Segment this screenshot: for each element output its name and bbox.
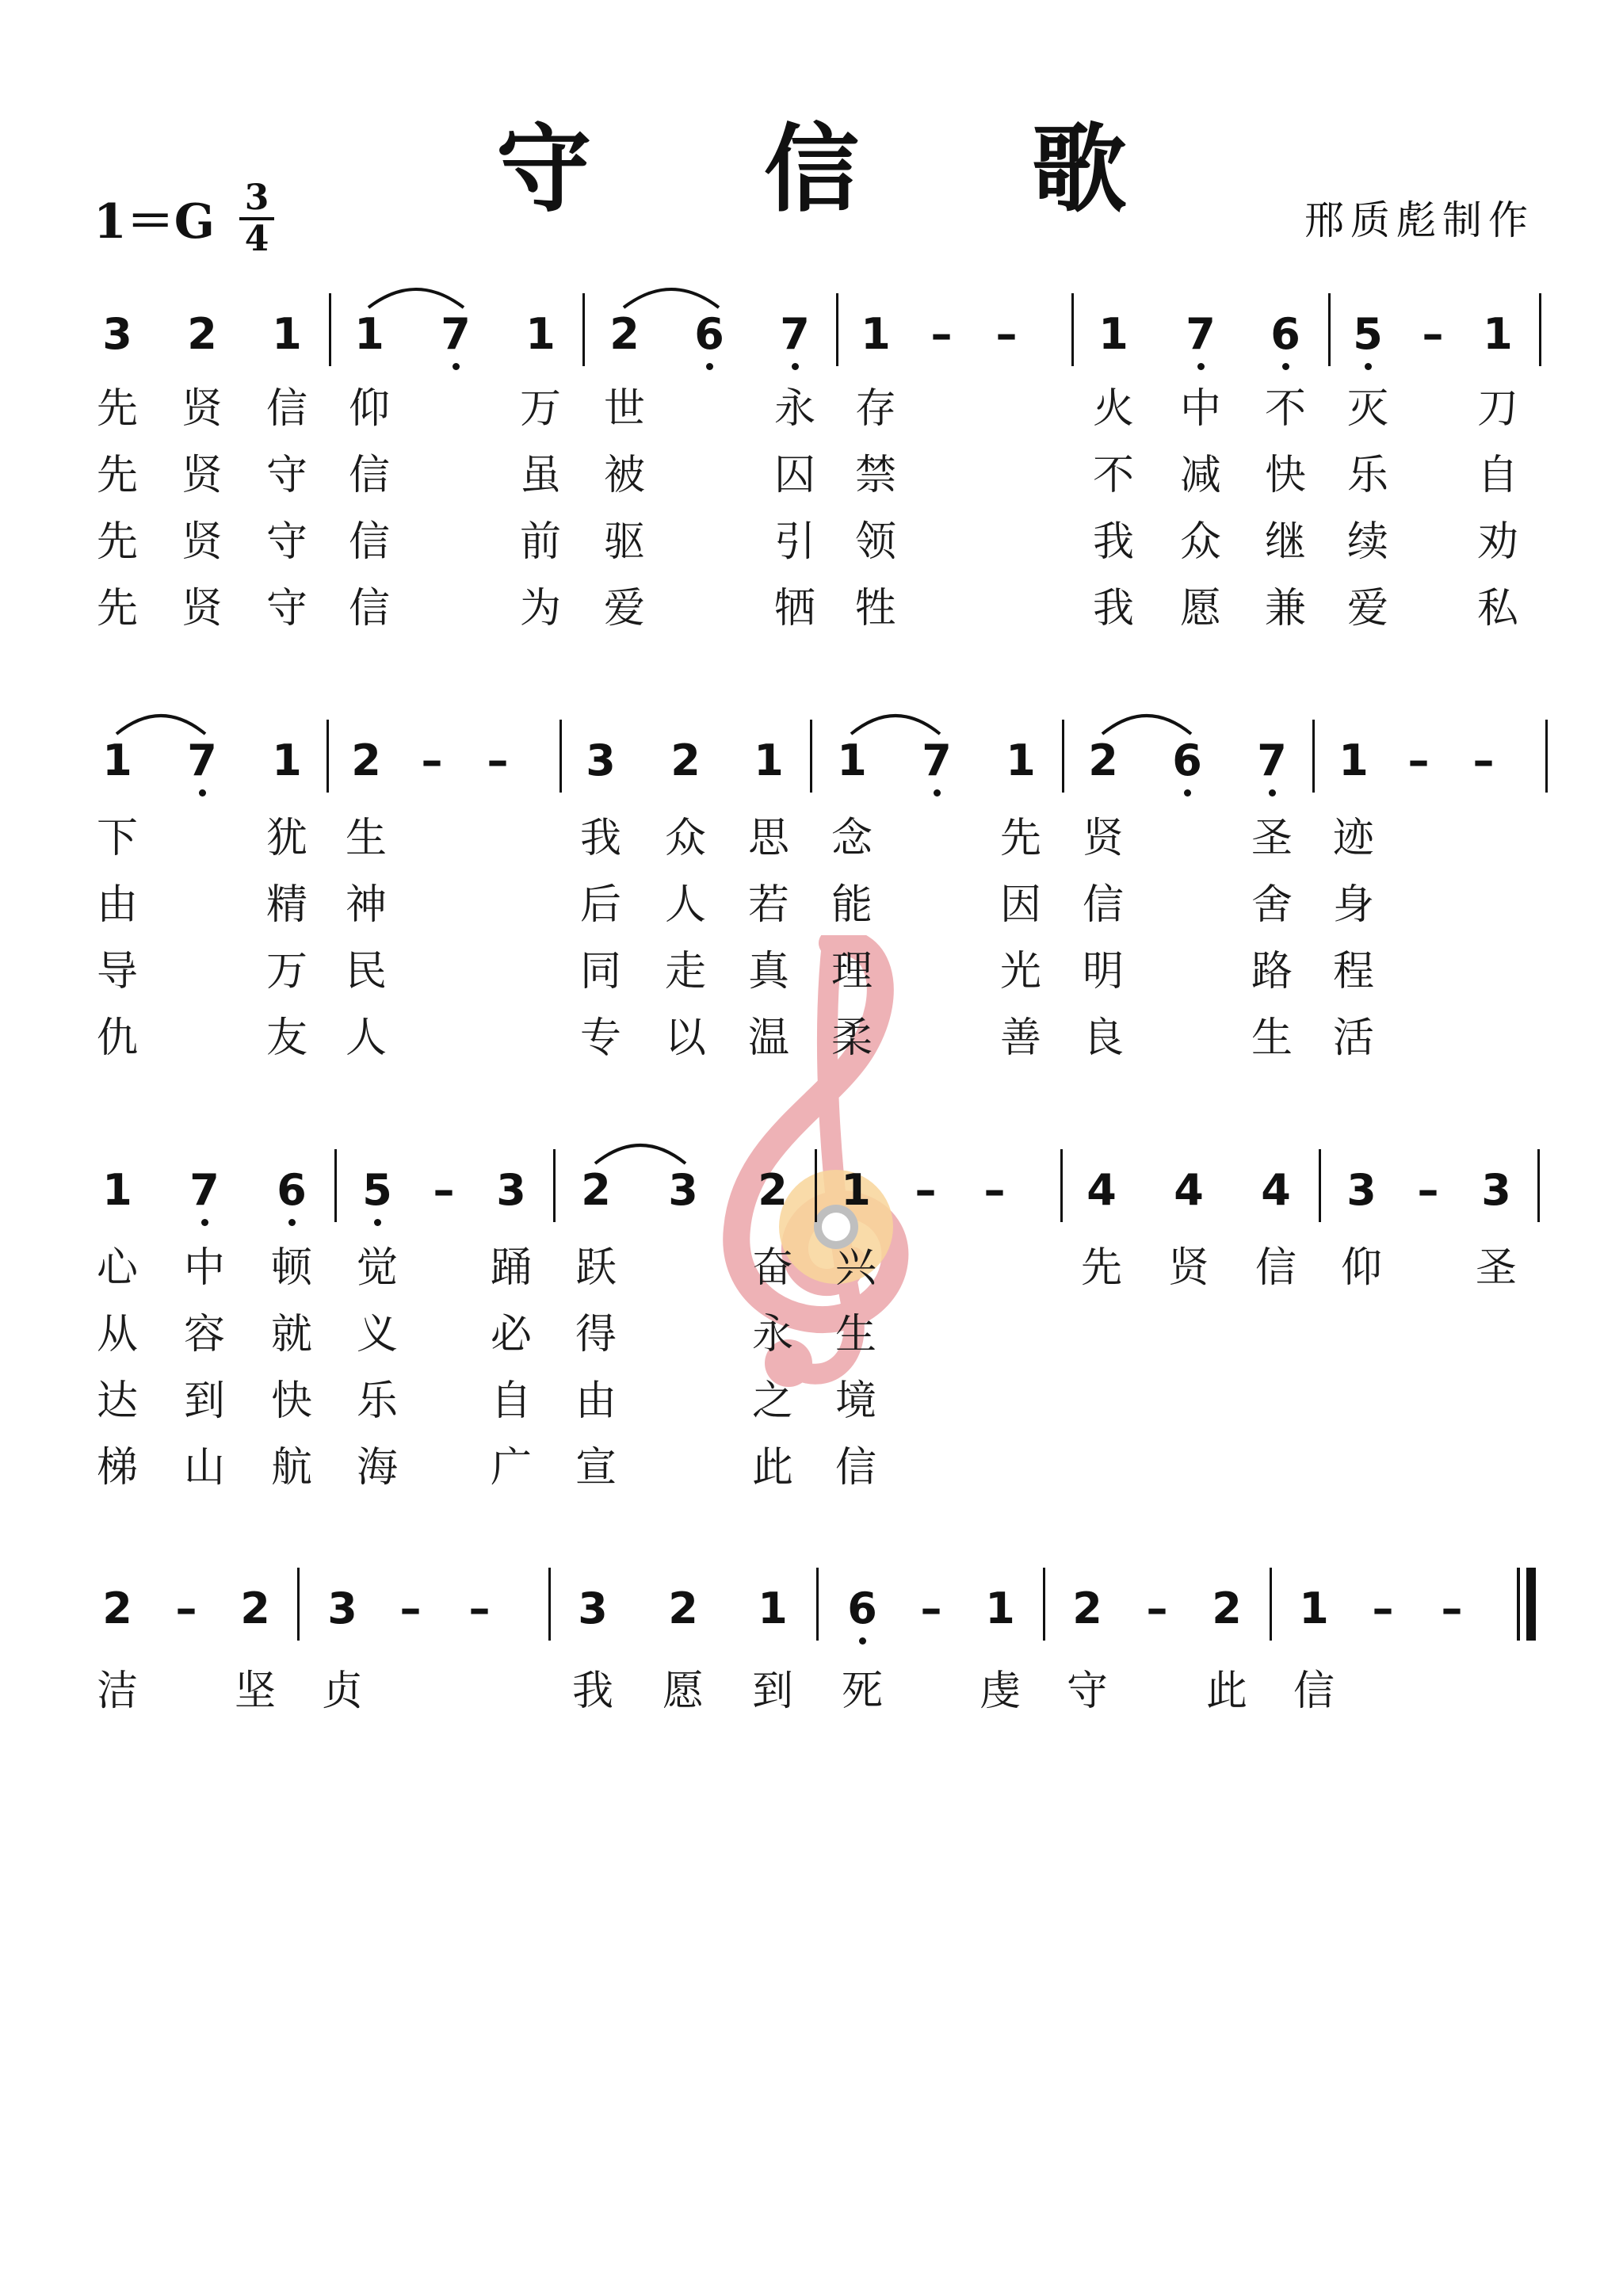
barline xyxy=(1060,1149,1063,1222)
lyric: 灭 xyxy=(1346,385,1388,433)
dash: – xyxy=(995,309,1018,359)
lyric: 世 xyxy=(603,385,645,433)
lyric: 导 xyxy=(96,948,138,995)
note: 1 xyxy=(1338,735,1369,785)
dash: – xyxy=(1422,309,1444,359)
note: 7 xyxy=(780,309,810,359)
barline xyxy=(327,720,329,793)
lyric: 从 xyxy=(96,1311,138,1358)
lyric: 火 xyxy=(1092,385,1134,433)
lyric: 身 xyxy=(1332,881,1374,929)
dash: – xyxy=(433,1165,455,1215)
note: 1 xyxy=(354,309,384,359)
note: 7 xyxy=(441,309,471,359)
tie-arc xyxy=(113,705,209,737)
time-signature-top: 3 xyxy=(244,178,269,218)
barline xyxy=(810,720,812,793)
lyric: 囚 xyxy=(773,452,815,499)
lyric: 精 xyxy=(265,881,307,929)
barline xyxy=(1328,293,1331,366)
lyric: 真 xyxy=(747,948,789,995)
lyric: 不 xyxy=(1092,452,1134,499)
lyric: 跃 xyxy=(575,1244,617,1292)
lyric: 梯 xyxy=(96,1444,138,1492)
lyric: 先 xyxy=(999,815,1041,862)
lyric: 之 xyxy=(751,1377,793,1425)
note: 2 xyxy=(240,1584,270,1633)
barline xyxy=(1071,293,1074,366)
lyric: 自 xyxy=(490,1377,532,1425)
lyric: 航 xyxy=(270,1444,312,1492)
dash: – xyxy=(1372,1584,1394,1633)
note: 1 xyxy=(102,735,132,785)
lyric: 兼 xyxy=(1264,585,1306,632)
lyric: 守 xyxy=(265,585,307,632)
lyric: 柔 xyxy=(831,1014,873,1062)
lyric: 洁 xyxy=(96,1668,138,1715)
lyric: 由 xyxy=(96,881,138,929)
lyric: 贤 xyxy=(181,585,223,632)
note: 7 xyxy=(189,1165,220,1215)
dash: – xyxy=(468,1584,491,1633)
lyric: 守 xyxy=(265,452,307,499)
lyric: 愿 xyxy=(662,1668,704,1715)
lyric: 迹 xyxy=(1332,815,1374,862)
note: 1 xyxy=(837,735,867,785)
lyric: 禁 xyxy=(854,452,896,499)
time-signature xyxy=(239,178,274,259)
lyric: 专 xyxy=(579,1014,621,1062)
lyric: 舍 xyxy=(1251,881,1293,929)
note: 3 xyxy=(1346,1165,1377,1215)
low-octave-dot xyxy=(374,1219,381,1226)
lyric: 乐 xyxy=(356,1377,398,1425)
lyric: 圣 xyxy=(1475,1244,1517,1292)
low-octave-dot xyxy=(199,789,206,797)
note: 3 xyxy=(586,735,616,785)
lyric: 广 xyxy=(490,1444,532,1492)
low-octave-dot xyxy=(1184,789,1191,797)
lyric: 我 xyxy=(1092,518,1134,566)
low-octave-dot xyxy=(706,363,713,370)
note: 7 xyxy=(922,735,952,785)
lyric: 我 xyxy=(579,815,621,862)
note: 3 xyxy=(496,1165,526,1215)
low-octave-dot xyxy=(792,363,799,370)
lyric: 海 xyxy=(356,1444,398,1492)
lyric: 引 xyxy=(773,518,815,566)
dash: – xyxy=(1472,735,1495,785)
lyric: 先 xyxy=(96,385,138,433)
lyric: 永 xyxy=(751,1311,793,1358)
lyric: 走 xyxy=(664,948,706,995)
lyric: 快 xyxy=(1264,452,1306,499)
lyric: 路 xyxy=(1251,948,1293,995)
lyric: 思 xyxy=(747,815,789,862)
lyric: 山 xyxy=(183,1444,225,1492)
lyric: 刀 xyxy=(1476,385,1518,433)
lyric: 善 xyxy=(999,1014,1041,1062)
lyric: 续 xyxy=(1346,518,1388,566)
note: 6 xyxy=(694,309,724,359)
low-octave-dot xyxy=(1282,363,1289,370)
tie-arc xyxy=(365,279,468,311)
note: 1 xyxy=(1299,1584,1329,1633)
lyric: 若 xyxy=(747,881,789,929)
lyric: 虽 xyxy=(519,452,561,499)
low-octave-dot xyxy=(859,1637,866,1645)
lyric: 为 xyxy=(519,585,561,632)
lyric: 境 xyxy=(834,1377,876,1425)
note: 1 xyxy=(985,1584,1015,1633)
lyric: 贤 xyxy=(1167,1244,1209,1292)
barline xyxy=(1043,1568,1045,1641)
lyric: 兴 xyxy=(834,1244,876,1292)
author-credit: 邢质彪制作 xyxy=(1304,197,1534,243)
lyric: 以 xyxy=(664,1014,706,1062)
lyric: 信 xyxy=(1254,1244,1296,1292)
note: 1 xyxy=(754,735,784,785)
lyric: 义 xyxy=(356,1311,398,1358)
barline xyxy=(1062,720,1064,793)
time-signature-bottom: 4 xyxy=(244,219,269,259)
lyric: 愿 xyxy=(1179,585,1221,632)
low-octave-dot xyxy=(934,789,941,797)
note: 2 xyxy=(670,735,701,785)
lyric: 信 xyxy=(265,385,307,433)
lyric: 仰 xyxy=(348,385,390,433)
note: 2 xyxy=(1212,1584,1242,1633)
lyric: 由 xyxy=(575,1377,617,1425)
lyric: 明 xyxy=(1082,948,1124,995)
note: 1 xyxy=(861,309,891,359)
note: 2 xyxy=(581,1165,611,1215)
note: 2 xyxy=(668,1584,698,1633)
lyric: 顿 xyxy=(270,1244,312,1292)
lyric: 我 xyxy=(571,1668,613,1715)
low-octave-dot xyxy=(288,1219,296,1226)
lyric: 心 xyxy=(96,1244,138,1292)
low-octave-dot xyxy=(1269,789,1276,797)
lyric: 虔 xyxy=(979,1668,1021,1715)
lyric: 我 xyxy=(1092,585,1134,632)
dash: – xyxy=(920,1584,942,1633)
lyric: 信 xyxy=(348,452,390,499)
note: 5 xyxy=(362,1165,392,1215)
lyric: 自 xyxy=(1476,452,1518,499)
key-signature: 1＝G xyxy=(94,194,215,250)
note: 1 xyxy=(1006,735,1036,785)
dash: – xyxy=(1441,1584,1463,1633)
barline xyxy=(836,293,838,366)
song-title: 守 信 歌 xyxy=(496,113,1197,225)
lyric: 爱 xyxy=(603,585,645,632)
barline xyxy=(1312,720,1315,793)
note: 6 xyxy=(277,1165,307,1215)
lyric: 犹 xyxy=(265,815,307,862)
dash: – xyxy=(175,1584,197,1633)
barline xyxy=(1539,293,1541,366)
lyric: 仇 xyxy=(96,1014,138,1062)
lyric: 念 xyxy=(831,815,873,862)
barline xyxy=(548,1568,551,1641)
note: 6 xyxy=(1270,309,1300,359)
lyric: 此 xyxy=(751,1444,793,1492)
lyric: 先 xyxy=(96,452,138,499)
lyric: 必 xyxy=(490,1311,532,1358)
lyric: 存 xyxy=(854,385,896,433)
note: 1 xyxy=(1098,309,1128,359)
note: 3 xyxy=(327,1584,357,1633)
lyric: 牺 xyxy=(773,585,815,632)
tie-arc xyxy=(1098,705,1195,737)
lyric: 爱 xyxy=(1346,585,1388,632)
lyric: 快 xyxy=(270,1377,312,1425)
lyric: 到 xyxy=(751,1668,793,1715)
note: 2 xyxy=(187,309,217,359)
note: 6 xyxy=(847,1584,877,1633)
lyric: 贤 xyxy=(181,385,223,433)
lyric: 前 xyxy=(519,518,561,566)
lyric: 守 xyxy=(265,518,307,566)
note: 2 xyxy=(351,735,381,785)
dash: – xyxy=(1417,1165,1439,1215)
note: 1 xyxy=(841,1165,871,1215)
barline xyxy=(553,1149,556,1222)
note: 2 xyxy=(758,1165,788,1215)
note: 7 xyxy=(1257,735,1287,785)
lyric: 先 xyxy=(96,585,138,632)
barline xyxy=(582,293,585,366)
barline xyxy=(816,1568,819,1641)
lyric: 人 xyxy=(345,1014,387,1062)
lyric: 牲 xyxy=(854,585,896,632)
lyric: 理 xyxy=(831,948,873,995)
dash: – xyxy=(983,1165,1006,1215)
lyric: 生 xyxy=(834,1311,876,1358)
barline xyxy=(1270,1568,1272,1641)
lyric: 贤 xyxy=(181,452,223,499)
note: 4 xyxy=(1261,1165,1291,1215)
lyric: 光 xyxy=(999,948,1041,995)
note: 4 xyxy=(1086,1165,1117,1215)
lyric: 被 xyxy=(603,452,645,499)
tie-arc xyxy=(620,279,723,311)
lyric: 达 xyxy=(96,1377,138,1425)
note: 7 xyxy=(1186,309,1216,359)
barline xyxy=(334,1149,337,1222)
lyric: 守 xyxy=(1066,1668,1108,1715)
note: 4 xyxy=(1174,1165,1204,1215)
barline xyxy=(559,720,562,793)
lyric: 乐 xyxy=(1346,452,1388,499)
note: 1 xyxy=(272,735,302,785)
final-barline-thin xyxy=(1517,1568,1520,1641)
lyric: 觉 xyxy=(356,1244,398,1292)
lyric: 良 xyxy=(1082,1014,1124,1062)
lyric: 此 xyxy=(1205,1668,1247,1715)
barline xyxy=(297,1568,300,1641)
dash: – xyxy=(930,309,953,359)
note: 1 xyxy=(1483,309,1513,359)
lyric: 中 xyxy=(183,1244,225,1292)
lyric: 奋 xyxy=(751,1244,793,1292)
barline xyxy=(1537,1149,1540,1222)
lyric: 踊 xyxy=(490,1244,532,1292)
lyric: 不 xyxy=(1264,385,1306,433)
low-octave-dot xyxy=(1365,363,1372,370)
note: 1 xyxy=(525,309,556,359)
lyric: 生 xyxy=(1251,1014,1293,1062)
lyric: 容 xyxy=(183,1311,225,1358)
dash: – xyxy=(915,1165,937,1215)
lyric: 贞 xyxy=(321,1668,363,1715)
lyric: 继 xyxy=(1264,518,1306,566)
lyric: 贤 xyxy=(181,518,223,566)
lyric: 民 xyxy=(345,948,387,995)
note: 7 xyxy=(187,735,217,785)
note: 2 xyxy=(1088,735,1118,785)
lyric: 人 xyxy=(664,881,706,929)
note: 2 xyxy=(1072,1584,1102,1633)
dash: – xyxy=(399,1584,422,1633)
lyric: 信 xyxy=(1082,881,1124,929)
barline xyxy=(815,1149,817,1222)
lyric: 程 xyxy=(1332,948,1374,995)
note: 3 xyxy=(102,309,132,359)
lyric: 信 xyxy=(348,518,390,566)
lyric: 生 xyxy=(345,815,387,862)
note: 1 xyxy=(272,309,302,359)
lyric: 同 xyxy=(579,948,621,995)
barline xyxy=(1545,720,1548,793)
lyric: 驱 xyxy=(603,518,645,566)
lyric: 万 xyxy=(265,948,307,995)
lyric: 能 xyxy=(831,881,873,929)
lyric: 信 xyxy=(1293,1668,1335,1715)
lyric: 宣 xyxy=(575,1444,617,1492)
lyric: 先 xyxy=(1080,1244,1122,1292)
lyric: 中 xyxy=(1179,385,1221,433)
lyric: 众 xyxy=(664,815,706,862)
lyric: 圣 xyxy=(1251,815,1293,862)
lyric: 私 xyxy=(1476,585,1518,632)
tie-arc xyxy=(847,705,944,737)
low-octave-dot xyxy=(201,1219,208,1226)
lyric: 万 xyxy=(519,385,561,433)
lyric: 众 xyxy=(1179,518,1221,566)
note: 3 xyxy=(578,1584,608,1633)
dash: – xyxy=(1146,1584,1168,1633)
note: 1 xyxy=(758,1584,788,1633)
lyric: 贤 xyxy=(1082,815,1124,862)
lyric: 信 xyxy=(348,585,390,632)
dash: – xyxy=(421,735,443,785)
lyric: 神 xyxy=(345,881,387,929)
note: 3 xyxy=(1481,1165,1511,1215)
lyric: 死 xyxy=(841,1668,883,1715)
lyric: 劝 xyxy=(1476,518,1518,566)
lyric: 坚 xyxy=(234,1668,276,1715)
final-barline-thick xyxy=(1526,1568,1536,1641)
lyric: 先 xyxy=(96,518,138,566)
dash: – xyxy=(1407,735,1430,785)
note: 1 xyxy=(102,1165,132,1215)
lyric: 下 xyxy=(96,815,138,862)
lyric: 领 xyxy=(854,518,896,566)
lyric: 减 xyxy=(1179,452,1221,499)
low-octave-dot xyxy=(1197,363,1205,370)
lyric: 后 xyxy=(579,881,621,929)
lyric: 温 xyxy=(747,1014,789,1062)
low-octave-dot xyxy=(453,363,460,370)
note: 2 xyxy=(609,309,640,359)
tie-arc xyxy=(591,1135,689,1167)
note: 3 xyxy=(668,1165,698,1215)
lyric: 得 xyxy=(575,1311,617,1358)
barline xyxy=(1319,1149,1321,1222)
lyric: 仰 xyxy=(1340,1244,1382,1292)
dash: – xyxy=(487,735,509,785)
barline xyxy=(329,293,331,366)
note: 2 xyxy=(102,1584,132,1633)
lyric: 友 xyxy=(265,1014,307,1062)
lyric: 就 xyxy=(270,1311,312,1358)
lyric: 活 xyxy=(1332,1014,1374,1062)
lyric: 因 xyxy=(999,881,1041,929)
lyric: 到 xyxy=(183,1377,225,1425)
note: 5 xyxy=(1353,309,1383,359)
lyric: 信 xyxy=(834,1444,876,1492)
note: 6 xyxy=(1172,735,1202,785)
lyric: 永 xyxy=(773,385,815,433)
